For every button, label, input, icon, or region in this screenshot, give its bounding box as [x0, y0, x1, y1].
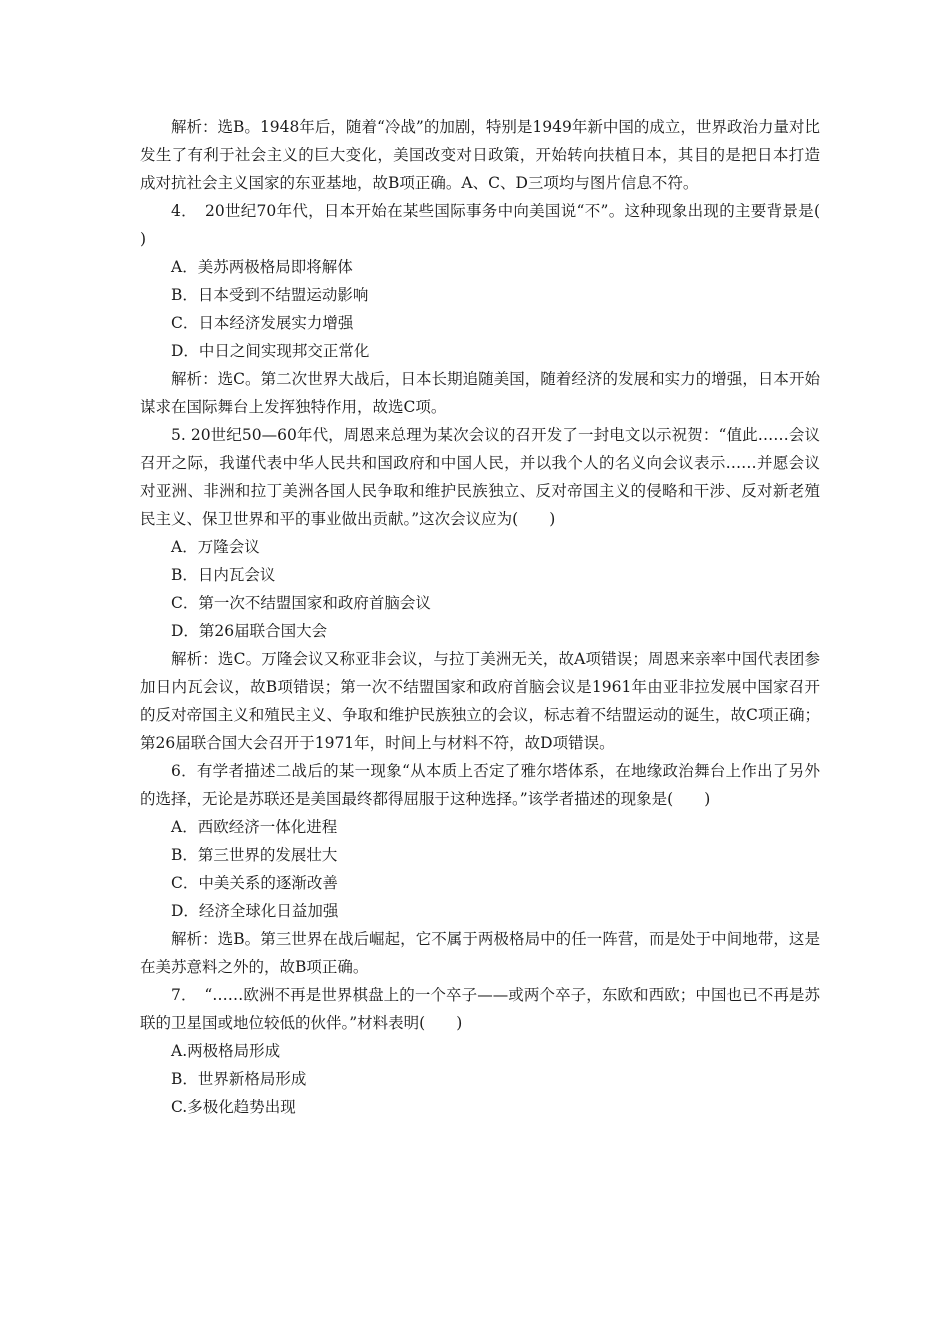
q4-option-b: B．日本受到不结盟运动影响 — [171, 286, 369, 304]
q7-option-a: A.两极格局形成 — [171, 1042, 281, 1060]
q6-option-b: B．第三世界的发展壮大 — [171, 846, 338, 864]
q5-option-c: C．第一次不结盟国家和政府首脑会议 — [171, 594, 431, 612]
q4-option-a: A．美苏两极格局即将解体 — [171, 258, 353, 276]
analysis-q3: 解析：选B。1948年后，随着“冷战”的加剧，特别是1949年新中国的成立，世界政治力量对比发生了有利于社会主义的巨大变化，美国改变对日政策，开始转向扶植日本，其目的是把日本打造成对抗社会主义国家的东亚基地，故B项正确。A、C、D三项均与图片信息不符。 — [140, 118, 820, 192]
q6-option-a: A．西欧经济一体化进程 — [171, 818, 338, 836]
q7-option-b: B．世界新格局形成 — [171, 1070, 307, 1088]
q4-option-d: D．中日之间实现邦交正常化 — [171, 342, 370, 360]
q6-option-d: D．经济全球化日益加强 — [171, 902, 339, 920]
q6-option-c: C．中美关系的逐渐改善 — [171, 874, 338, 892]
question-5: 5. 20世纪50—60年代，周恩来总理为某次会议的召开发了一封电文以示祝贺：“值此……会议召开之际，我谨代表中华人民共和国政府和中国人民，并以我个人的名义向会议表示……并愿会议对亚洲、非洲和拉丁美洲各国人民争取和维护民族独立、反对帝国主义的侵略和干涉、反对新老殖民主义、保卫世界和平的事业做出贡献。”这次会议应为( ) — [140, 426, 820, 528]
q7-option-c: C.多极化趋势出现 — [171, 1098, 296, 1116]
q5-option-b: B．日内瓦会议 — [171, 566, 276, 584]
analysis-q5: 解析：选C。万隆会议又称亚非会议，与拉丁美洲无关，故A项错误；周恩来亲率中国代表团参加日内瓦会议，故B项错误；第一次不结盟国家和政府首脑会议是1961年由亚非拉发展中国家召开的反对帝国主义和殖民主义、争取和维护民族独立的会议，标志着不结盟运动的诞生，故C项正确；第26届联合国大会召开于1971年，时间上与材料不符，故D项错误。 — [140, 650, 820, 752]
analysis-q6: 解析：选B。第三世界在战后崛起，它不属于两极格局中的任一阵营，而是处于中间地带，这是在美苏意料之外的，故B项正确。 — [140, 930, 820, 976]
document-page — [140, 113, 852, 1121]
q5-option-d: D．第26届联合国大会 — [171, 622, 328, 640]
q4-option-c: C．日本经济发展实力增强 — [171, 314, 354, 332]
analysis-q4: 解析：选C。第二次世界大战后，日本长期追随美国，随着经济的发展和实力的增强，日本开始谋求在国际舞台上发挥独特作用，故选C项。 — [140, 370, 820, 416]
q5-option-a: A．万隆会议 — [171, 538, 260, 556]
question-6: 6．有学者描述二战后的某一现象“从本质上否定了雅尔塔体系，在地缘政治舞台上作出了另外的选择，无论是苏联还是美国最终都得屈服于这种选择。”该学者描述的现象是( ) — [140, 762, 820, 808]
question-7: 7． “……欧洲不再是世界棋盘上的一个卒子——或两个卒子，东欧和西欧；中国也已不再是苏联的卫星国或地位较低的伙伴。”材料表明( ) — [140, 986, 820, 1032]
question-4: 4． 20世纪70年代，日本开始在某些国际事务中向美国说“不”。这种现象出现的主要背景是( ) — [140, 202, 852, 248]
